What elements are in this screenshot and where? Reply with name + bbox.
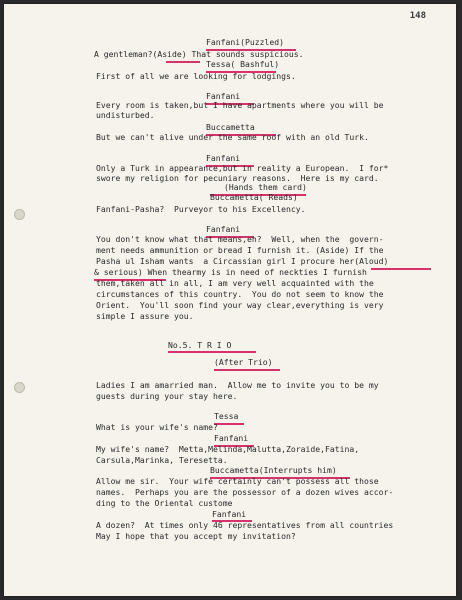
dialogue-line: Allow me sir. Your wife certainly can't possess all those: [96, 476, 379, 486]
stage-direction: (After Trio): [214, 357, 273, 367]
red-underline: [214, 369, 280, 371]
dialogue-line: guests during your stay here.: [96, 391, 238, 401]
red-underline: [168, 351, 256, 353]
dialogue-line: A dozen? At times only 46 representatives from all countries: [96, 520, 394, 530]
red-underline: [371, 268, 431, 270]
speaker-heading: Fanfani: [206, 224, 241, 234]
dialogue-line: Fanfani-Pasha? Purveyor to his Excellency.: [96, 204, 306, 214]
dialogue-line: My wife's name? Metta,Melinda,Malutta,Zoraide,Fatina,: [96, 444, 360, 454]
page-number: 148: [409, 11, 426, 21]
red-underline: [214, 423, 244, 425]
dialogue-line: ding to the Oriental custome: [96, 498, 233, 508]
speaker-heading: Fanfani: [214, 433, 249, 443]
speaker-heading: Tessa: [214, 411, 239, 421]
dialogue-line: Every room is taken,but I have apartments where you will be: [96, 100, 384, 110]
dialogue-line: them,taken all in all, I am very well acquainted with the: [96, 278, 374, 288]
punch-hole: [14, 382, 25, 393]
dialogue-line: circumstances of this country. You do not seem to know the: [96, 289, 384, 299]
dialogue-line: You don't know what that means,eh? Well, when the govern-: [96, 234, 384, 244]
speaker-heading: Fanfani: [206, 91, 241, 101]
speaker-heading: Buccametta(Interrupts him): [210, 465, 337, 475]
dialogue-line: simple I assure you.: [96, 311, 194, 321]
musical-number-heading: No.5. T R I O: [168, 340, 232, 350]
punch-hole: [14, 209, 25, 220]
speaker-heading: Fanfani: [212, 509, 247, 519]
speaker-heading: Buccametta( Reads): [210, 192, 298, 202]
dialogue-line: undisturbed.: [96, 110, 155, 120]
dialogue-line: What is your wife's name?: [96, 422, 218, 432]
speaker-heading: Fanfani: [206, 153, 241, 163]
speaker-heading: Buccametta: [206, 122, 255, 132]
red-underline: [166, 61, 200, 63]
dialogue-line: ment needs ammunition or bread I furnish it. (Aside) If the: [96, 245, 384, 255]
dialogue-line: Orient. You'll soon find your way clear,everything is very: [96, 300, 384, 310]
dialogue-line: Ladies I am amarried man. Allow me to invite you to be my: [96, 380, 379, 390]
typewritten-page: [4, 4, 456, 596]
dialogue-line: First of all we are looking for lodgings.: [96, 71, 296, 81]
dialogue-line: swore my religion for pecuniary reasons. Here is my card.: [96, 173, 379, 183]
speaker-heading: Fanfani(Puzzled): [206, 37, 284, 47]
dialogue-line: Carsula,Marinka, Teresetta.: [96, 455, 228, 465]
dialogue-line: names. Perhaps you are the possessor of a dozen wives accor-: [96, 487, 394, 497]
speaker-heading: Tessa( Bashful): [206, 59, 280, 69]
dialogue-line: Pasha ul Isham wants a Circassian girl I procure her(Aloud): [96, 256, 389, 266]
dialogue-line: A gentleman?(Aside) That sounds suspicious.: [94, 49, 304, 59]
dialogue-line: But we can't alive under the same roof with an old Turk.: [96, 132, 369, 142]
dialogue-line: May I hope that you accept my invitation?: [96, 531, 296, 541]
dialogue-line: Only a Turk in appearance,but in reality a European. I for*: [96, 163, 389, 173]
stage-direction: (Hands them card): [224, 182, 307, 192]
dialogue-line: & serious) When thearmy is in need of neckties I furnish: [94, 267, 367, 277]
